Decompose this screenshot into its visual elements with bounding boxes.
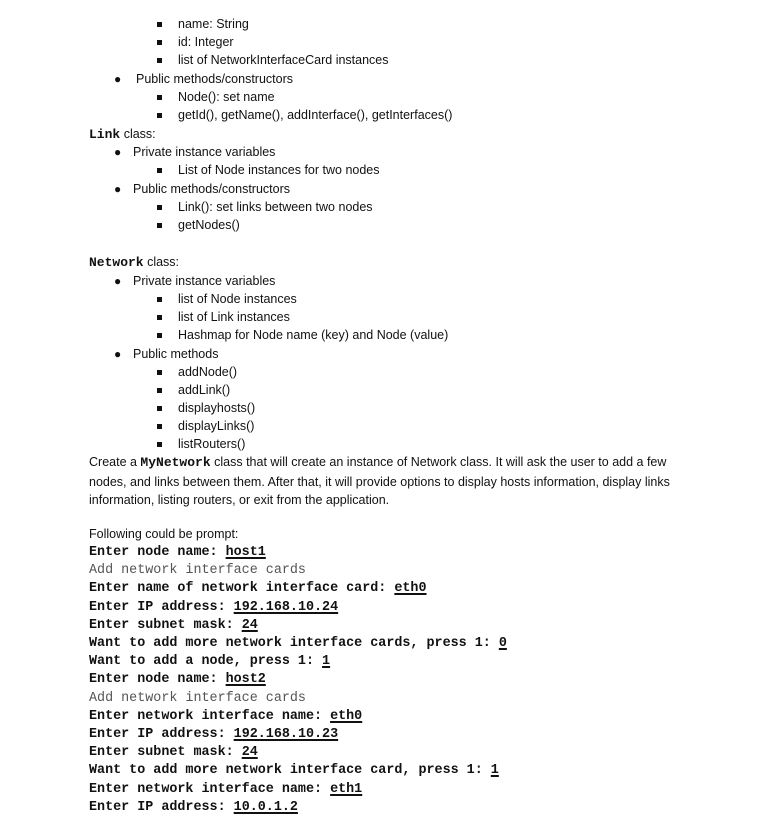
prompt-line [89, 726, 338, 744]
prompt-answer: 1 [490, 763, 499, 779]
prompt-intro: Following could be prompt: [89, 527, 239, 541]
network-method-listrouters: listRouters() [178, 437, 246, 451]
square-bullet-icon [157, 95, 162, 100]
prompt-line [89, 762, 499, 780]
link-public-label: Public methods/constructors [133, 182, 291, 196]
square-bullet-icon [157, 297, 162, 302]
link-field-nodes: List of Node instances for two nodes [178, 163, 380, 177]
prompt-answer: eth0 [394, 581, 427, 597]
network-method-addlink: addLink() [178, 383, 231, 397]
network-field-nodes: list of Node instances [178, 292, 297, 306]
square-bullet-icon [157, 168, 162, 173]
prompt-line [89, 635, 507, 653]
square-bullet-icon [157, 22, 162, 27]
prompt-text: Enter IP address: [89, 799, 234, 815]
prompt-line [89, 781, 362, 799]
node-field-name: name: String [178, 17, 249, 31]
prompt-line [89, 653, 330, 671]
prompt-answer: 192.168.10.23 [233, 727, 339, 742]
network-method-displayhosts: displayhosts() [178, 401, 256, 415]
square-bullet-icon [157, 388, 162, 393]
square-bullet-icon [157, 58, 162, 63]
network-private-label: Private instance variables [133, 274, 276, 288]
network-class-heading: Network class: [89, 255, 180, 270]
node-method-getters: getId(), getName(), addInterface(), getInterfaces() [178, 108, 453, 122]
instructions-paragraph: Create a MyNetwork class that will create an instance of Network class. It will ask the user to add a few nodes, and links between them. After that, it will provide options to display hosts information, display links information, listing routers, or exit from the application. [89, 455, 670, 507]
square-bullet-icon [157, 424, 162, 429]
link-class-heading: Link class: [89, 127, 156, 142]
prompt-info-line [89, 690, 306, 708]
prompt-answer: 1 [322, 654, 331, 670]
prompt-answer: eth1 [330, 781, 363, 797]
prompt-text: Enter IP address: [89, 727, 234, 742]
prompt-line [89, 599, 338, 617]
prompt-text: Enter node name: [89, 545, 226, 560]
square-bullet-icon [157, 370, 162, 375]
square-bullet-icon [157, 113, 162, 118]
prompt-text: Enter network interface name: [89, 781, 331, 797]
dot-bullet-icon: ● [114, 182, 122, 196]
prompt-answer: host1 [225, 545, 266, 560]
prompt-line [89, 580, 427, 598]
prompt-text: Want to add a node, press 1: [89, 654, 323, 670]
prompt-answer: host2 [225, 672, 266, 688]
prompt-text: Enter network interface name: [89, 708, 331, 724]
dot-bullet-icon: ● [114, 274, 122, 288]
prompt-answer: 24 [241, 745, 258, 761]
prompt-text: Want to add more network interface card, press 1: [89, 763, 491, 779]
prompt-text: Enter subnet mask: [89, 617, 242, 633]
prompt-line [89, 799, 298, 817]
square-bullet-icon [157, 442, 162, 447]
prompt-info-line [89, 562, 306, 580]
network-field-hashmap: Hashmap for Node name (key) and Node (value) [178, 328, 449, 342]
square-bullet-icon [157, 315, 162, 320]
dot-bullet-icon: ● [114, 72, 122, 86]
prompt-answer: 24 [241, 617, 258, 633]
network-method-addnode: addNode() [178, 365, 238, 379]
network-method-displaylinks: displayLinks() [178, 419, 255, 433]
prompt-text: Want to add more network interface cards, press 1: [89, 636, 499, 651]
node-method-constructor: Node(): set name [178, 90, 275, 104]
square-bullet-icon [157, 333, 162, 338]
prompt-text: Add network interface cards [89, 563, 306, 579]
prompt-line [89, 744, 258, 762]
link-method-constructor: Link(): set links between two nodes [178, 200, 373, 214]
prompt-line [89, 617, 258, 635]
link-private-label: Private instance variables [133, 145, 276, 159]
prompt-text: Enter name of network interface card: [89, 581, 395, 597]
node-public-label: Public methods/constructors [136, 72, 294, 86]
prompt-answer: eth0 [330, 708, 363, 724]
prompt-answer: 10.0.1.2 [233, 799, 298, 815]
prompt-line [89, 708, 362, 726]
prompt-text: Add network interface cards [89, 690, 306, 706]
square-bullet-icon [157, 40, 162, 45]
link-method-getnodes: getNodes() [178, 218, 240, 232]
node-field-nic-list: list of NetworkInterfaceCard instances [178, 53, 389, 67]
square-bullet-icon [157, 223, 162, 228]
dot-bullet-icon: ● [114, 145, 122, 159]
dot-bullet-icon: ● [114, 347, 122, 361]
prompt-line [89, 671, 266, 689]
network-field-links: list of Link instances [178, 310, 290, 324]
network-public-label: Public methods [133, 347, 219, 361]
prompt-text: Enter node name: [89, 672, 226, 688]
square-bullet-icon [157, 406, 162, 411]
prompt-text: Enter IP address: [89, 599, 234, 615]
node-field-id: id: Integer [178, 35, 234, 49]
prompt-text: Enter subnet mask: [89, 745, 242, 761]
prompt-answer: 0 [498, 636, 507, 651]
square-bullet-icon [157, 205, 162, 210]
prompt-answer: 192.168.10.24 [233, 599, 339, 615]
prompt-line [89, 544, 266, 562]
